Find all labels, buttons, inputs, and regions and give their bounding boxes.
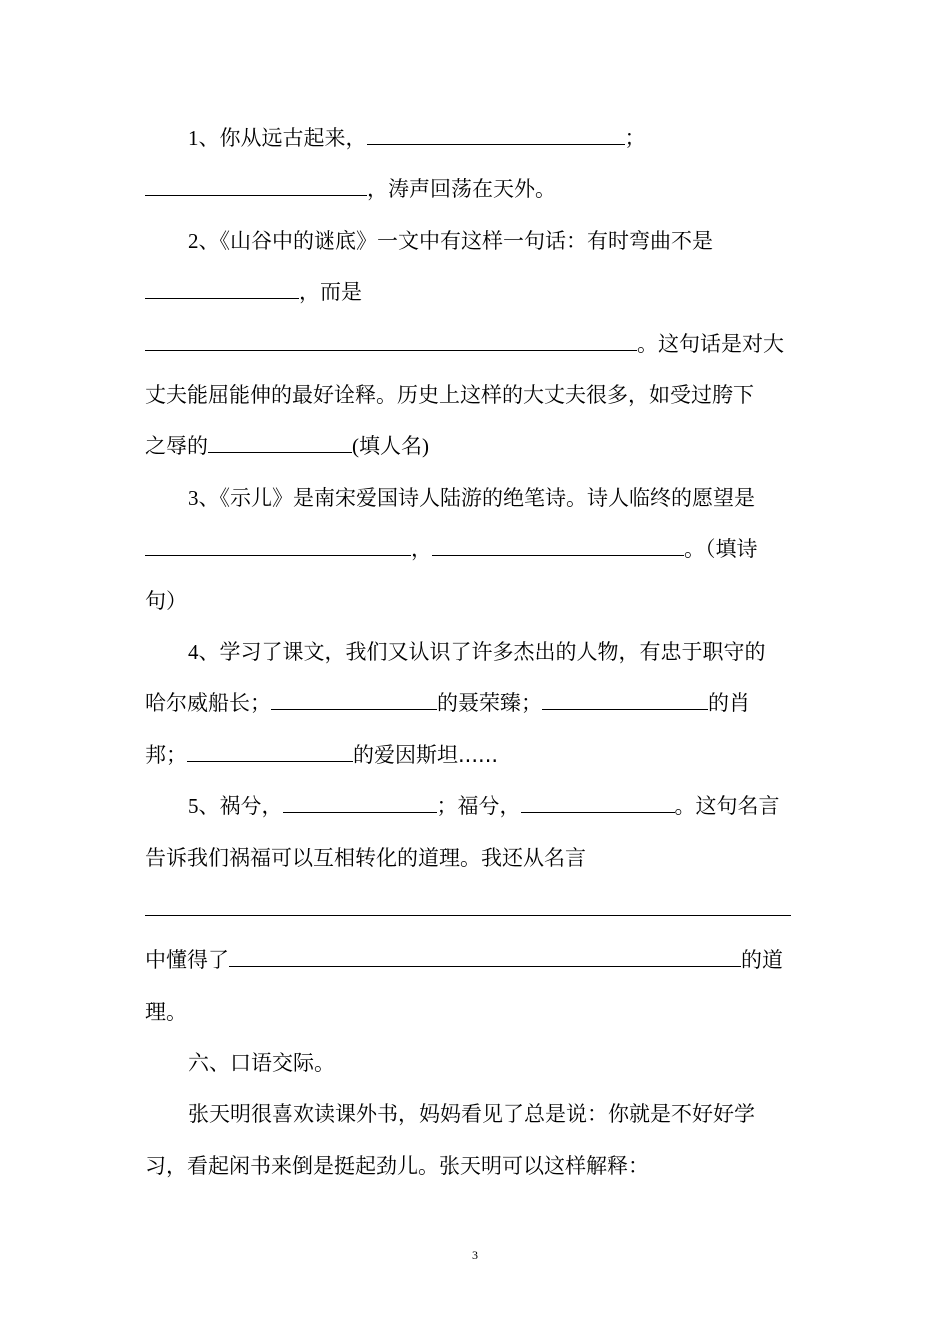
q2-line5	[145, 431, 805, 461]
q2-line3	[145, 329, 805, 359]
q4-blank-1[interactable]	[271, 689, 437, 710]
q3-blank-1[interactable]	[145, 535, 411, 556]
q2-line4: 丈夫能屈能伸的最好诠释。历史上这样的大丈夫很多，如受过胯下	[145, 383, 754, 407]
q3-blank-2[interactable]	[432, 535, 684, 556]
q2-line2	[145, 277, 805, 307]
q5-line1	[188, 791, 848, 821]
q1-line1	[188, 123, 848, 153]
q5-line4	[145, 945, 805, 975]
q4-blank-2[interactable]	[542, 689, 708, 710]
q2-line1	[188, 226, 848, 256]
q4-line2-post: 的肖	[708, 691, 750, 715]
q5-line4-post: 的道	[741, 948, 783, 972]
q1-semicolon: ；	[624, 126, 646, 150]
q4-number: 4	[188, 640, 199, 664]
q5-p3: 。这句名言	[674, 794, 780, 818]
q2-line5-pre: 之辱的	[145, 434, 208, 458]
q5-p1: 、祸兮，	[198, 794, 283, 818]
q5-blank-1[interactable]	[283, 792, 437, 813]
q3-comma: ，	[411, 537, 432, 561]
q2-blank-3[interactable]	[208, 432, 352, 453]
q3-text: 、《示儿》是南宋爱国诗人陆游的绝笔诗。诗人临终的愿望是	[198, 486, 755, 510]
q1-blank-1[interactable]	[367, 124, 625, 145]
q2-number: 2	[188, 229, 199, 253]
q2-mid: ，而是	[299, 280, 362, 304]
q5-blank-4[interactable]	[229, 946, 741, 967]
q5-number: 5	[188, 794, 199, 818]
q2-blank-1[interactable]	[145, 278, 299, 299]
q4-text: 、学习了课文，我们又认识了许多杰出的人物，有忠于职守的	[198, 640, 766, 664]
page-number: 3	[472, 1248, 478, 1262]
q4-line2-mid: 的聂荣臻；	[437, 691, 542, 715]
q4-line3	[145, 740, 805, 770]
q2-text: 、《山谷中的谜底》一文中有这样一句话：有时弯曲不是	[198, 229, 713, 253]
q1-blank-2[interactable]	[145, 175, 367, 196]
section6-para-line1: 张天明很喜欢读课外书，妈妈看见了总是说：你就是不好好学	[188, 1102, 755, 1126]
q4-line3-post: 的爱因斯坦......	[353, 743, 499, 767]
q2-line5-post: (填人名)	[352, 434, 429, 458]
q5-line3	[145, 894, 805, 924]
q5-line5: 理。	[145, 1000, 187, 1024]
q5-line4-pre: 中懂得了	[145, 948, 229, 972]
section6-title: 六、口语交际。	[188, 1051, 335, 1075]
q4-line2	[145, 688, 805, 718]
q5-blank-3[interactable]	[145, 895, 791, 916]
q4-line3-pre: 邦；	[145, 743, 187, 767]
q4-blank-3[interactable]	[187, 741, 353, 762]
q3-line2	[145, 534, 805, 564]
q2-blank-2[interactable]	[145, 330, 637, 351]
q1-number: 1	[188, 126, 199, 150]
q1-line2	[145, 174, 805, 204]
q4-line2-pre: 哈尔威船长；	[145, 691, 271, 715]
q1-cont: ，涛声回荡在天外。	[367, 177, 556, 201]
q2-after: 。这句话是对大	[637, 332, 784, 356]
q5-line2: 告诉我们祸福可以互相转化的道理。我还从名言	[145, 846, 586, 870]
q4-line1	[188, 637, 848, 667]
q3-end: 。（填诗	[684, 537, 758, 561]
q5-p2: ；福兮，	[436, 794, 521, 818]
q1-prefix: 、你从远古起来，	[198, 126, 367, 150]
q3-line3: 句）	[145, 589, 187, 613]
q3-number: 3	[188, 486, 199, 510]
q3-line1	[188, 483, 848, 513]
section6-para-line2: 习，看起闲书来倒是挺起劲儿。张天明可以这样解释：	[145, 1154, 649, 1178]
q5-blank-2[interactable]	[521, 792, 675, 813]
